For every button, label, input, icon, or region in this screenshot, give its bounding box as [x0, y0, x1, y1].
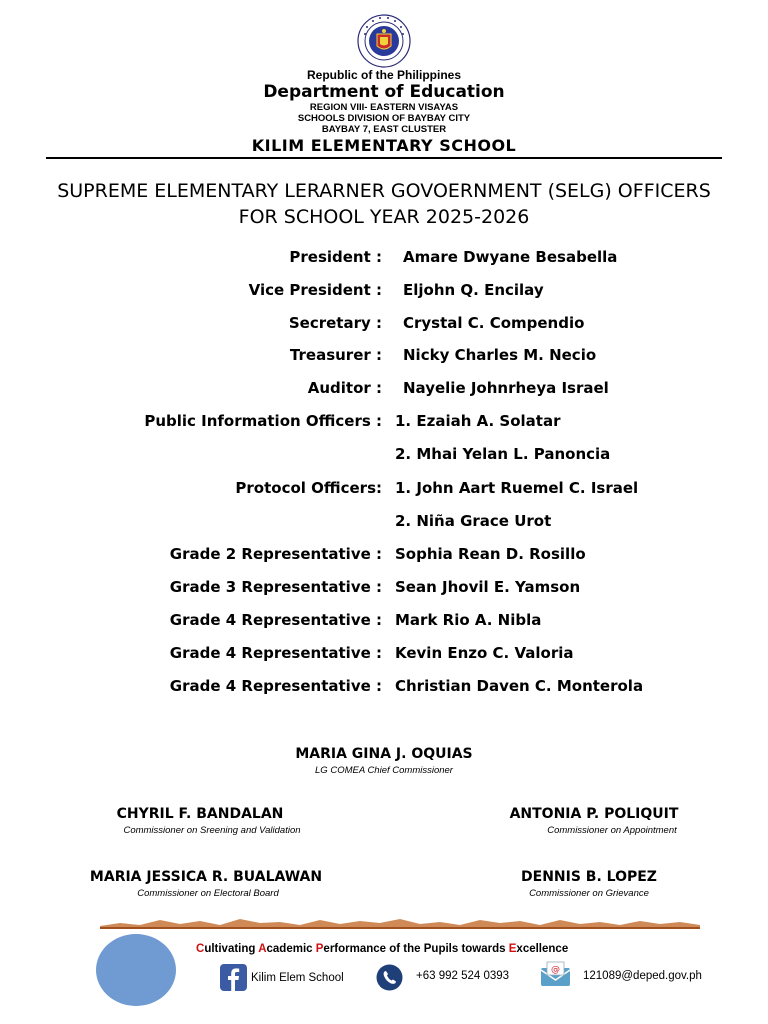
officer-label: Grade 4 Representative : — [169, 644, 382, 662]
officer-name: Sophia Rean D. Rosillo — [395, 545, 586, 563]
tagline-part: C — [196, 943, 205, 955]
tagline-part: P — [315, 943, 324, 955]
officer-label: Grade 4 Representative : — [169, 677, 382, 695]
chief-commissioner-title: LG COMEA Chief Commissioner — [315, 765, 453, 776]
republic-heading: Republic of the Philippines — [306, 68, 461, 82]
officer-label: Secretary : — [288, 314, 382, 332]
officer-label: Grade 3 Representative : — [169, 578, 382, 596]
decorative-circle — [96, 934, 176, 1006]
officer-name: Nayelie Johnrheya Israel — [403, 379, 609, 397]
officer-label: Treasurer : — [289, 346, 382, 364]
officer-label: Protocol Officers: — [235, 479, 382, 497]
tagline-part: ultivating — [204, 943, 259, 955]
deped-seal-logo — [357, 14, 411, 68]
officer-name: Christian Daven C. Monterola — [395, 677, 644, 695]
officer-name: Kevin Enzo C. Valoria — [395, 644, 574, 662]
tagline-part: xcellence — [516, 943, 569, 955]
officer-label: Public Information Officers : — [144, 412, 382, 430]
officer-label: Grade 4 Representative : — [169, 611, 382, 629]
phone-icon — [376, 964, 403, 991]
tagline-part: cademic — [266, 943, 316, 955]
officer-name: Sean Jhovil E. Yamson — [395, 578, 581, 596]
email-address: 121089@deped.gov.ph — [583, 970, 702, 982]
grievance-commissioner-name: DENNIS B. LOPEZ — [521, 869, 657, 885]
appointment-commissioner-title: Commissioner on Appointment — [547, 825, 677, 836]
email-icon — [540, 961, 571, 987]
appointment-commissioner-name: ANTONIA P. POLIQUIT — [509, 806, 679, 822]
school-name: KILIM ELEMENTARY SCHOOL — [251, 136, 517, 155]
department-heading: Department of Education — [263, 82, 505, 102]
officer-label: President : — [289, 248, 382, 266]
header-divider — [46, 157, 722, 159]
officer-name: 1. John Aart Ruemel C. Israel — [395, 479, 639, 497]
tagline-part: erformance of the Pupils towards — [323, 943, 509, 955]
officer-name: 2. Mhai Yelan L. Panoncia — [395, 445, 611, 463]
document-title-line1: SUPREME ELEMENTARY LERARNER GOVOERNMENT (SELG) OFFICERS — [57, 180, 711, 202]
tagline-part: A — [258, 943, 267, 955]
officer-name: Eljohn Q. Encilay — [403, 281, 544, 299]
division-heading: SCHOOLS DIVISION OF BAYBAY CITY — [297, 113, 471, 124]
officer-name: Crystal C. Compendio — [403, 314, 585, 332]
grievance-commissioner-title: Commissioner on Grievance — [529, 888, 649, 899]
chief-commissioner-name: MARIA GINA J. OQUIAS — [295, 746, 473, 762]
region-heading: REGION VIII- EASTERN VISAYAS — [309, 102, 459, 113]
svg-text:@: @ — [551, 965, 560, 975]
officer-label: Grade 2 Representative : — [169, 545, 382, 563]
officer-label: Auditor : — [307, 379, 382, 397]
screening-commissioner-name: CHYRIL F. BANDALAN — [116, 806, 284, 822]
officer-name: Nicky Charles M. Necio — [403, 346, 597, 364]
officer-label: Vice President : — [248, 281, 382, 299]
officer-name: Mark Rio A. Nibla — [395, 611, 542, 629]
phone-number: +63 992 524 0393 — [416, 970, 510, 982]
officer-name: Amare Dwyane Besabella — [403, 248, 618, 266]
electoral-commissioner-name: MARIA JESSICA R. BUALAWAN — [89, 869, 323, 885]
officer-name: 2. Niña Grace Urot — [395, 512, 552, 530]
screening-commissioner-title: Commissioner on Sreening and Validation — [123, 825, 301, 836]
footer-tagline — [196, 943, 568, 955]
facebook-icon — [220, 964, 247, 991]
tagline-part: E — [508, 943, 517, 955]
footer-decorative-band — [100, 912, 700, 932]
facebook-page-text: Kilim Elem School — [251, 972, 344, 984]
officer-name: 1. Ezaiah A. Solatar — [395, 412, 561, 430]
electoral-commissioner-title: Commissioner on Electoral Board — [137, 888, 279, 899]
cluster-heading: BAYBAY 7, EAST CLUSTER — [321, 124, 447, 135]
document-title-line2: FOR SCHOOL YEAR 2025-2026 — [238, 206, 530, 228]
